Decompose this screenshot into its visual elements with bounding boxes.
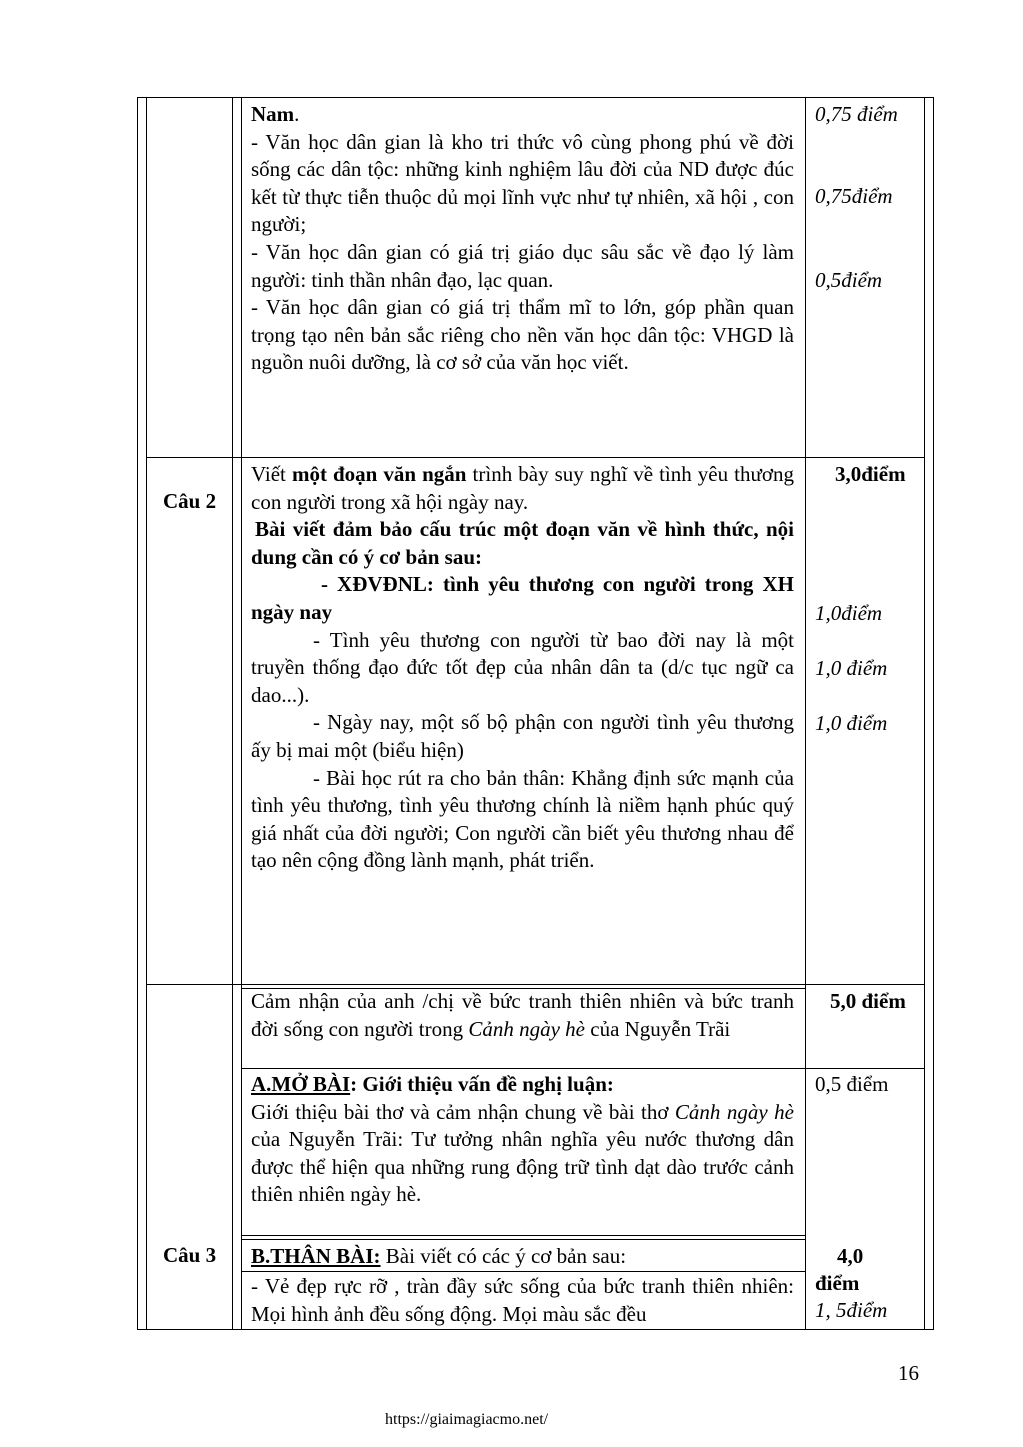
row2-prompt bbox=[251, 461, 794, 516]
table-border-top bbox=[137, 97, 934, 98]
page-number: 16 bbox=[898, 1361, 919, 1385]
row2-issue-line: - XĐVĐNL: tình yêu thương con người trong XH ngày nay bbox=[251, 572, 794, 624]
subrow-divider-intro bbox=[241, 1235, 806, 1236]
row2-point-3: - Bài học rút ra cho bản thân: Khẳng định sức mạnh của tình yêu thương, tình yêu thương chính là niềm hạnh phúc quý giá nhất của đời người; Con người cần biết yêu thương nhau để tạo nên cộng đồng lành mạnh, phát triển. bbox=[251, 765, 794, 873]
row3-body-point-cell bbox=[251, 1273, 794, 1327]
subrow-divider-body bbox=[241, 1271, 806, 1272]
table-border-left-inner bbox=[146, 97, 147, 1330]
row3-body-heading-rest: Bài viết có các ý cơ bản sau: bbox=[380, 1244, 627, 1268]
row3-body-heading-underlined: B.THÂN BÀI: bbox=[251, 1244, 381, 1268]
subrow-divider-prompt bbox=[241, 1068, 925, 1069]
footer-url[interactable]: https://giaimagiacmo.net/ bbox=[385, 1411, 549, 1428]
row1-score-2: 0,75điểm bbox=[815, 184, 893, 208]
table-border-right-inner bbox=[924, 97, 925, 1330]
row2-prompt-bold: một đoạn văn ngắn bbox=[291, 462, 467, 486]
row2-prompt-post: trình bày suy nghĩ về tình yêu thương con người trong xã hội ngày nay. bbox=[251, 462, 794, 514]
row3-intro-text bbox=[251, 1099, 794, 1209]
column-divider-content bbox=[241, 97, 242, 1330]
row3-body-heading-cell bbox=[251, 1243, 794, 1271]
row2-total-score: 3,0điểm bbox=[835, 462, 906, 486]
row2-score-3: 1,0 điểm bbox=[815, 711, 888, 735]
row3-body-score-line1: 4,0 bbox=[837, 1244, 864, 1268]
question-3-label: Câu 3 bbox=[163, 1243, 217, 1267]
column-divider-score bbox=[805, 97, 806, 1330]
row2-point-1: - Tình yêu thương con người từ bao đời nay là một truyền thống đạo đức tốt đẹp của nhân dân ta (d/c tục ngữ ca dao...). bbox=[251, 627, 794, 707]
row3-intro-text-italic: Cảnh ngày hè bbox=[674, 1099, 794, 1124]
row1-answer-cell bbox=[251, 101, 794, 377]
row2-answer-cell bbox=[251, 461, 794, 875]
question-2-label: Câu 2 bbox=[163, 489, 217, 513]
column-divider-label bbox=[232, 97, 233, 1330]
row2-score-2: 1,0 điểm bbox=[815, 656, 888, 680]
row3-prompt-pre: Cảm nhận của anh /chị về bức tranh thiên nhiên và bức tranh đời sống con người trong bbox=[251, 989, 794, 1041]
table-border-left-outer bbox=[137, 97, 138, 1330]
row1-point-2: - Văn học dân gian có giá trị giáo dục sâu sắc về đạo lý làm người: tinh thần nhân đạo, lạc quan. bbox=[251, 239, 794, 292]
row1-heading-tail: . bbox=[294, 102, 300, 126]
table-border-bottom bbox=[137, 1329, 934, 1330]
row1-score-1: 0,75 điểm bbox=[815, 102, 898, 126]
row3-intro-text-post: của Nguyễn Trãi: Tư tưởng nhân nghĩa yêu nước thương dân được thể hiện qua những rung động trữ tình dạt dào trước cảnh thiên nhiên ngày hè. bbox=[251, 1127, 794, 1207]
row3-intro-cell bbox=[251, 1071, 794, 1209]
row-divider-2 bbox=[146, 984, 925, 985]
row1-point-1: - Văn học dân gian là kho tri thức vô cùng phong phú về đời sống các dân tộc: những kinh nghiệm lâu đời của ND được đúc kết từ thực tiễn thuộc dủ mọi lĩnh vực như tự nhiên, xã hội , con người; bbox=[251, 129, 794, 237]
row3-intro-score: 0,5 điểm bbox=[815, 1072, 889, 1096]
row3-prompt bbox=[251, 988, 794, 1043]
row1-point-3: - Văn học dân gian có giá trị thẩm mĩ to lớn, góp phần quan trọng tạo nên bản sắc riêng cho nền văn học dân tộc: VHGD là nguồn nuôi dưỡng, là cơ sở của văn học viết. bbox=[251, 295, 794, 375]
row3-intro-heading bbox=[251, 1071, 794, 1099]
row3-prompt-post: của Nguyễn Trãi bbox=[585, 1016, 731, 1041]
row3-body-heading bbox=[251, 1243, 794, 1271]
row3-body-score-line2: điểm bbox=[815, 1271, 860, 1295]
row3-intro-heading-underlined: A.MỞ BÀI bbox=[251, 1072, 351, 1096]
row3-body-point-score: 1, 5điểm bbox=[815, 1298, 888, 1322]
row3-total-score: 5,0 điểm bbox=[830, 989, 906, 1013]
row1-heading-bold: Nam bbox=[251, 102, 295, 126]
row3-prompt-italic: Cảnh ngày hè bbox=[468, 1016, 585, 1041]
row2-structure-note: Bài viết đảm bảo cấu trúc một đoạn văn về hình thức, nội dung cần có ý cơ bản sau: bbox=[251, 517, 794, 569]
table-border-right-outer bbox=[933, 97, 934, 1330]
row2-prompt-pre: Viết bbox=[251, 462, 292, 486]
row2-score-1: 1,0điểm bbox=[815, 601, 883, 625]
row1-heading bbox=[251, 101, 794, 129]
row3-intro-heading-rest: : Giới thiệu vấn đề nghị luận: bbox=[350, 1072, 614, 1096]
row3-prompt-cell bbox=[251, 988, 794, 1043]
row3-body-point: - Vẻ đẹp rực rỡ , tràn đầy sức sống của bức tranh thiên nhiên: Mọi hình ảnh đều sống động. Mọi màu sắc đều bbox=[251, 1274, 794, 1326]
subrow-divider-intro-b bbox=[241, 1239, 806, 1240]
row3-intro-text-pre: Giới thiệu bài thơ và cảm nhận chung về bài thơ bbox=[251, 1099, 675, 1124]
row2-point-2: - Ngày nay, một số bộ phận con người tình yêu thương ấy bị mai một (biểu hiện) bbox=[251, 710, 794, 762]
row1-score-3: 0,5điểm bbox=[815, 268, 883, 292]
row-divider-1 bbox=[146, 457, 925, 458]
